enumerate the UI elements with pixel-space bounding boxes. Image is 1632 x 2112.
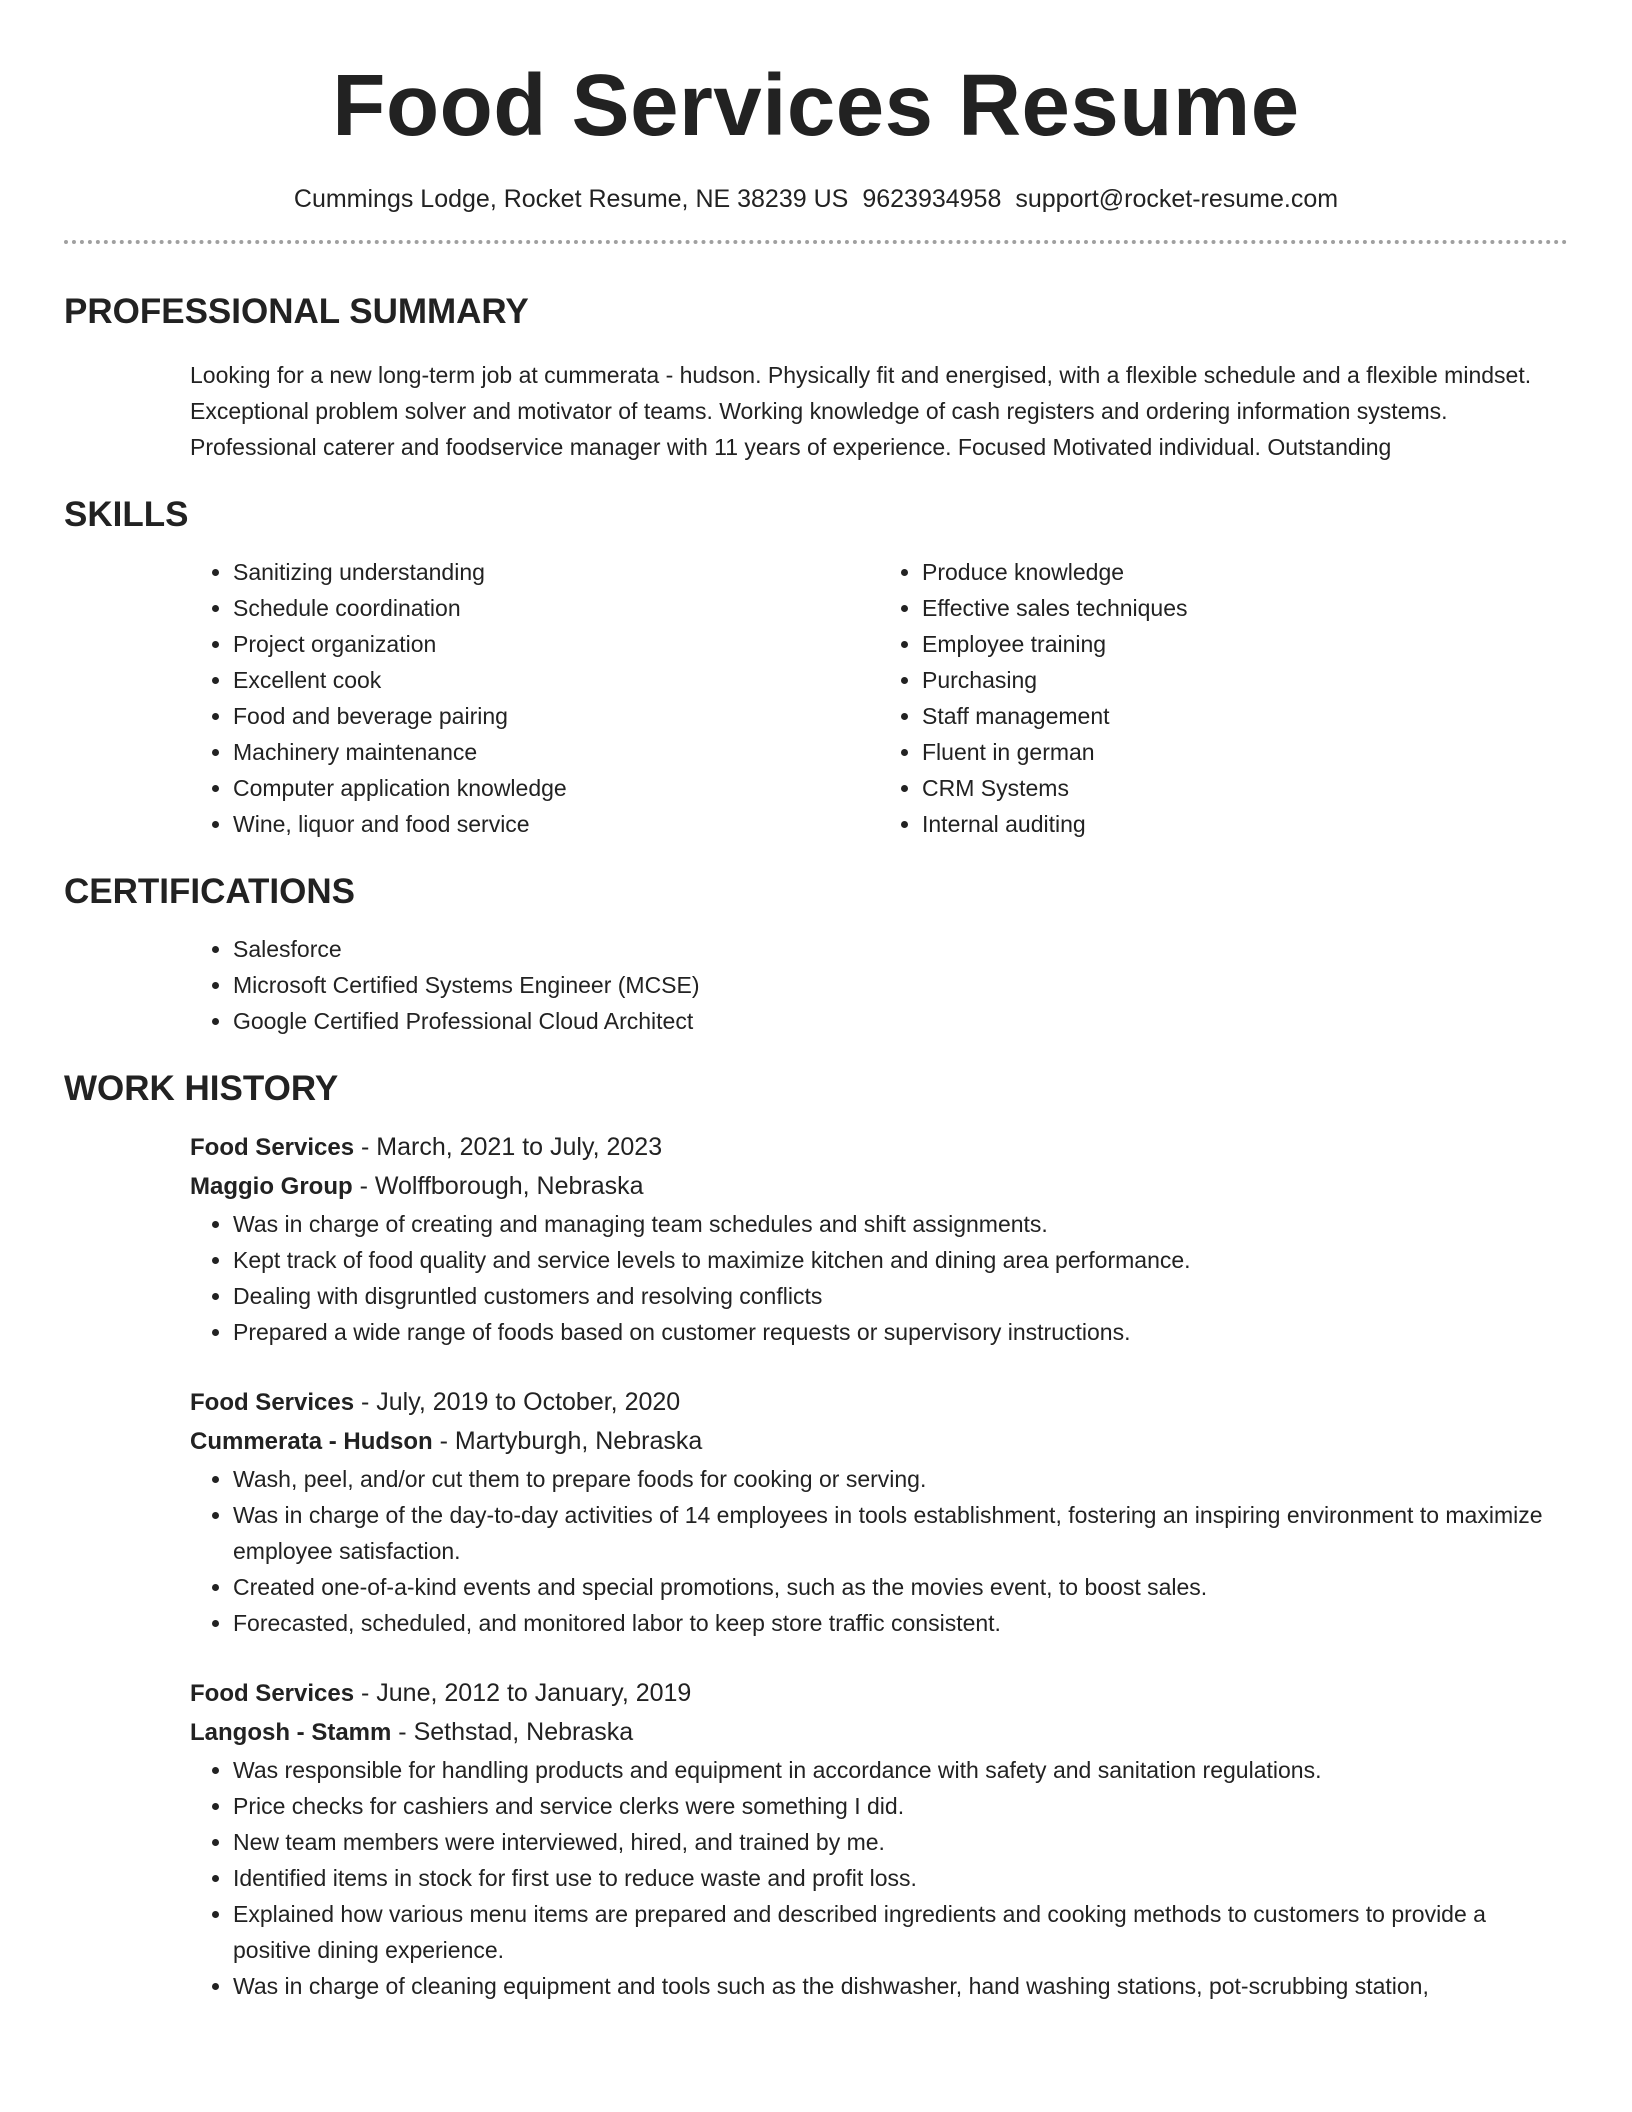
list-item: • Excellent cook <box>233 662 879 698</box>
job-title: Food Services <box>190 1680 355 1707</box>
work-history-heading: WORK HISTORY <box>64 1069 339 1108</box>
contact-line <box>64 184 1568 214</box>
job-title: Food Services <box>190 1134 355 1161</box>
job-title-line <box>190 1674 1568 1713</box>
certifications-list <box>190 931 1568 1039</box>
summary-heading: PROFESSIONAL SUMMARY <box>64 292 529 331</box>
job-dates: - March, 2021 to July, 2023 <box>354 1133 663 1161</box>
job-duties-list <box>190 1461 1568 1641</box>
list-item: • Wash, peel, and/or cut them to prepare foods for cooking or serving. <box>233 1461 1568 1497</box>
list-item: • Identified items in stock for first use to reduce waste and profit loss. <box>233 1860 1568 1896</box>
list-item: • Forecasted, scheduled, and monitored labor to keep store traffic consistent. <box>233 1605 1568 1641</box>
job-company-line <box>190 1422 1568 1461</box>
contact-email: support@rocket-resume.com <box>1015 185 1339 213</box>
list-item: • Schedule coordination <box>233 590 879 626</box>
job-location: - Wolffborough, Nebraska <box>352 1172 644 1200</box>
list-item: • Produce knowledge <box>922 554 1568 590</box>
list-item: • Created one-of-a-kind events and special promotions, such as the movies event, to boost sales. <box>233 1569 1568 1605</box>
job-entry <box>190 1383 1568 1641</box>
list-item: • Internal auditing <box>922 806 1568 842</box>
list-item: • CRM Systems <box>922 770 1568 806</box>
job-location: - Martyburgh, Nebraska <box>432 1427 703 1455</box>
list-item: • Explained how various menu items are prepared and described ingredients and cooking methods to customers to provide a positive dining experience. <box>233 1896 1568 1968</box>
contact-phone: 9623934958 <box>862 185 1002 213</box>
list-item: • Salesforce <box>233 931 1568 967</box>
list-item: • Prepared a wide range of foods based on customer requests or supervisory instructions. <box>233 1314 1568 1350</box>
list-item: • Was in charge of creating and managing team schedules and shift assignments. <box>233 1206 1568 1242</box>
list-item: • Food and beverage pairing <box>233 698 879 734</box>
job-dates: - June, 2012 to January, 2019 <box>354 1679 692 1707</box>
job-title: Food Services <box>190 1389 355 1416</box>
job-company: Maggio Group <box>190 1173 353 1200</box>
contact-address: Cummings Lodge, Rocket Resume, NE 38239 US <box>293 185 849 213</box>
job-company: Cummerata - Hudson <box>190 1428 433 1455</box>
list-item: • Computer application knowledge <box>233 770 879 806</box>
list-item: • Was responsible for handling products and equipment in accordance with safety and sanitation regulations. <box>233 1752 1568 1788</box>
list-item: • Dealing with disgruntled customers and resolving conflicts <box>233 1278 1568 1314</box>
certifications-block <box>190 931 1568 1039</box>
resume-title: Food Services Resume <box>332 57 1300 154</box>
list-item: • Fluent in german <box>922 734 1568 770</box>
job-entry <box>190 1128 1568 1350</box>
list-item: • Machinery maintenance <box>233 734 879 770</box>
list-item: • Was in charge of the day-to-day activities of 14 employees in tools establishment, fostering an inspiring environment to maximize employee satisfaction. <box>233 1497 1568 1569</box>
header-divider <box>64 240 1568 244</box>
list-item: • Price checks for cashiers and service clerks were something I did. <box>233 1788 1568 1824</box>
list-item: • Kept track of food quality and service levels to maximize kitchen and dining area performance. <box>233 1242 1568 1278</box>
job-title-line <box>190 1383 1568 1422</box>
job-title-line <box>190 1128 1568 1167</box>
job-entry <box>190 1674 1568 2004</box>
list-item: • Was in charge of cleaning equipment and tools such as the dishwasher, hand washing stations, pot-scrubbing station, <box>233 1968 1568 2004</box>
list-item: • Google Certified Professional Cloud Architect <box>233 1003 1568 1039</box>
list-item: • Microsoft Certified Systems Engineer (MCSE) <box>233 967 1568 1003</box>
summary-text: Looking for a new long-term job at cummerata - hudson. Physically fit and energised, with a flexible schedule and a flexible mindset. Exceptional problem solver and motivator of teams. Working knowledge of cash registers and ordering information systems. Professional caterer and foodservice manager with 11 years of experience. Focused Motivated individual. Outstanding <box>190 362 1532 460</box>
list-item: • New team members were interviewed, hired, and trained by me. <box>233 1824 1568 1860</box>
skills-list-right <box>879 554 1568 842</box>
skills-grid <box>190 554 1568 842</box>
job-location: - Sethstad, Nebraska <box>391 1718 634 1746</box>
job-duties-list <box>190 1206 1568 1350</box>
job-company-line <box>190 1167 1568 1206</box>
list-item: • Wine, liquor and food service <box>233 806 879 842</box>
skills-heading: SKILLS <box>64 495 189 534</box>
job-company-line <box>190 1713 1568 1752</box>
job-duties-list <box>190 1752 1568 2004</box>
list-item: • Sanitizing understanding <box>233 554 879 590</box>
list-item: • Staff management <box>922 698 1568 734</box>
resume-page <box>64 0 1568 2004</box>
job-company: Langosh - Stamm <box>190 1719 392 1746</box>
list-item: • Purchasing <box>922 662 1568 698</box>
list-item: • Project organization <box>233 626 879 662</box>
job-dates: - July, 2019 to October, 2020 <box>354 1388 681 1416</box>
certifications-heading: CERTIFICATIONS <box>64 872 356 911</box>
list-item: • Effective sales techniques <box>922 590 1568 626</box>
list-item: • Employee training <box>922 626 1568 662</box>
skills-list-left <box>190 554 879 842</box>
